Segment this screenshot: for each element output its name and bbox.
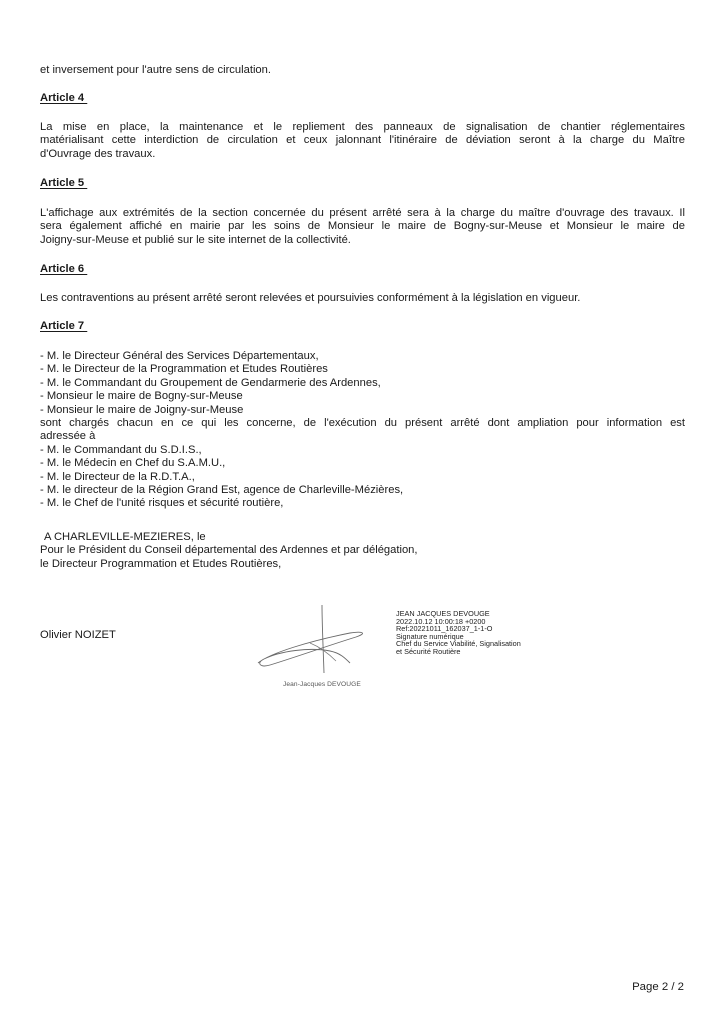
sig-meta-title-1: Chef du Service Viabilité, Signalisation [396, 639, 521, 649]
handwritten-signature-image [250, 603, 380, 683]
article-5-paragraph [40, 207, 685, 247]
recipient-item: - M. le Médecin en Chef du S.A.M.U., [40, 457, 226, 470]
article-7-heading: Article 7 [40, 320, 88, 332]
recipient-item: - Monsieur le maire de Bogny-sur-Meuse [40, 390, 243, 403]
article-6-paragraph [40, 292, 685, 305]
recipient-item: - M. le Directeur de la R.D.T.A., [40, 470, 195, 483]
article-5-heading: Article 5 [40, 177, 88, 189]
sig-meta-datetime: 2022.10.12 10:00:18 +0200 [396, 616, 486, 626]
intro-paragraph [40, 64, 685, 77]
article-6-line: Les contraventions au présent arrêté seront relevées et poursuivies conformément à la législation en vigueur. [40, 292, 581, 304]
digital-signature-info [396, 610, 521, 656]
article-4-line: matérialisant cette interdiction de circulation et ceux jalonnant l'itinéraire de déviation seront à la charge du Maître [40, 134, 685, 147]
signatory-name: Olivier NOIZET [40, 629, 116, 641]
charge-line: adressée à [40, 430, 96, 443]
article-5-line: Joigny-sur-Meuse et publié sur le site internet de la collectivité. [40, 233, 351, 246]
article-5-line: sera également affiché en mairie par les soins de Monsieur le maire de Bogny-sur-Meuse et Monsieur le maire de [40, 220, 685, 233]
sig-meta-ref: Ref:20221011_162037_1-1-O [396, 624, 493, 634]
sig-meta-type: Signature numérique [396, 631, 464, 641]
intro-line: et inversement pour l'autre sens de circulation. [40, 64, 271, 76]
article-4-paragraph [40, 121, 685, 161]
recipient-item: - M. le directeur de la Région Grand Est, agence de Charleville-Mézières, [40, 484, 404, 497]
sig-meta-title-2: et Sécurité Routière [396, 646, 461, 656]
recipient-item: - M. le Chef de l'unité risques et sécurité routière, [40, 497, 284, 510]
article-6-heading: Article 6 [40, 263, 88, 275]
closing-delegation: Pour le Président du Conseil départemental des Ardennes et par délégation, [40, 544, 418, 557]
recipient-item: - M. le Directeur de la Programmation et Etudes Routières [40, 363, 328, 376]
closing-block [40, 531, 685, 571]
article-4-line: d'Ouvrage des travaux. [40, 147, 156, 160]
page-number: Page 2 / 2 [632, 981, 684, 993]
closing-role: le Directeur Programmation et Etudes Routières, [40, 557, 282, 570]
sig-meta-name: JEAN JACQUES DEVOUGE [396, 609, 490, 618]
article-4-line: La mise en place, la maintenance et le repliement des panneaux de signalisation de chantier réglementaires [40, 121, 685, 133]
charge-line: sont chargés chacun en ce qui les concerne, de l'exécution du présent arrêté dont ampliation pour information est [40, 417, 685, 430]
recipient-item: - M. le Directeur Général des Services Départementaux, [40, 350, 319, 362]
article-7-recipients [40, 350, 685, 511]
recipient-item: - Monsieur le maire de Joigny-sur-Meuse [40, 403, 244, 416]
recipient-item: - M. le Commandant du Groupement de Gendarmerie des Ardennes, [40, 376, 381, 389]
closing-place: A CHARLEVILLE-MEZIERES, le [44, 531, 206, 543]
signature-printed-name: Jean-Jacques DEVOUGE [283, 681, 361, 688]
article-4-heading: Article 4 [40, 92, 88, 104]
article-5-line: L'affichage aux extrémités de la section concernée du présent arrêté sera à la charge du maître d'ouvrage des travaux. Il [40, 207, 685, 219]
recipient-item: - M. le Commandant du S.D.I.S., [40, 443, 202, 456]
